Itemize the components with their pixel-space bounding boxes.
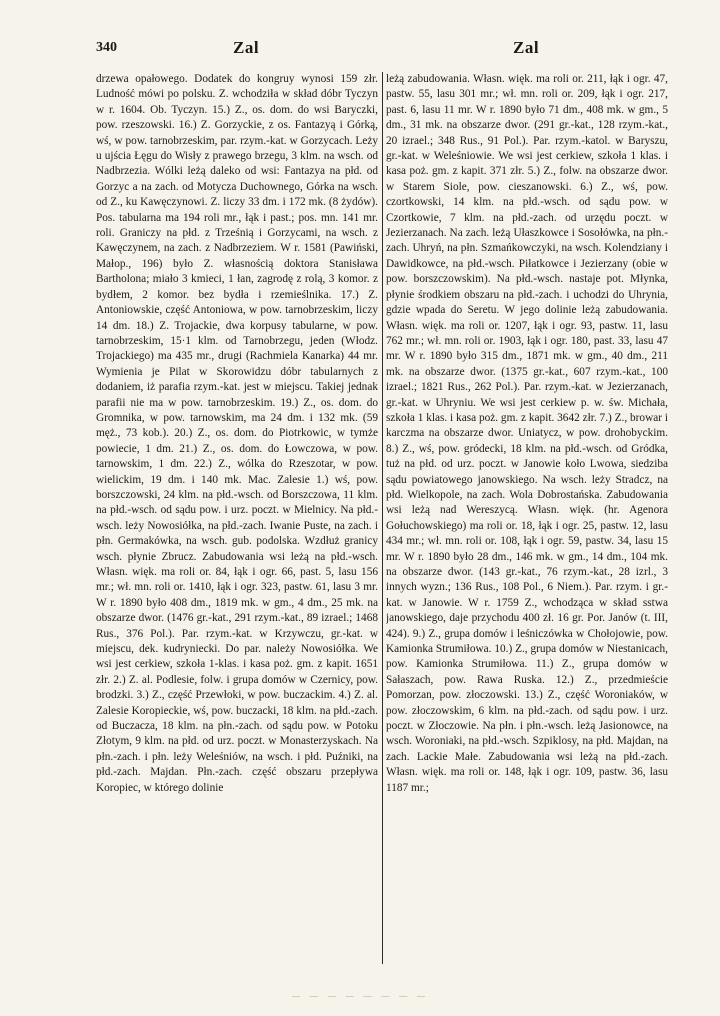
column-divider <box>382 72 383 964</box>
text-columns <box>96 72 668 964</box>
left-column-text: drzewa opałowego. Dodatek do kongruy wynosi 159 złr. Ludność mówi po polsku. Z. wchodziła w skład dóbr Tyczyn w r. 1604. Ob. Tyczyn. 15.) Z., os. dom. do wsi Baryczki, pow. rzeszowski. 16.) Z. Gorzyckie, z os. Fantazyą i Górką, wś, w pow. tarnobrzeskim, par. rzym.-kat. w Gorzycach. Leży u ujścia Łęgu do Wisły z prawego brzegu, 3 klm. na wsch. od Nadbrzezia. Wólki leżą daleko od wsi: Fantazya na płd. od Gorzyc a na zach. od Motycza Duchownego, Górka na wsch. od Z., ku Kawęczynowi. Z. liczy 33 dm. i 172 mk. (8 żydów). Pos. tabularna ma 194 roli mr., łąk i past.; pos. mn. 141 mr. roli. Graniczy na płd. z Trześnią i Gorzycami, na wsch. z Kawęczynem, na zach. z Nadbrzeziem. W r. 1581 (Pawiński, Małop., 196) było Z. własnością doktora Stanisława Bartholona; miało 3 kmieci, 1 łan, zagrodę z rolą, 3 komor. z bydłem, 2 komor. bez bydła i rzemieślnika. 17.) Z. Antoniowskie, część Antoniowa, w pow. tarnobrzeskim, liczy 14 dm. 18.) Z. Trojackie, dwa korpusy tabularne, w pow. tarnobrzeskim, 15·1 klm. od Tarnobrzegu, jeden (Włodz. Trojackiego) ma 435 mr., drugi (Rachmiela Kanarka) 44 mr. Wymienia je Pilat w Skorowidzu dóbr tabularnych z dodaniem, iż parafia rzym.-kat. jest w miejscu. Takiej jednak parafii nie ma w pow. tarnobrzeskim. 19.) Z., os. dom. do Gromnika, w pow. tarnowskim, ma 24 dm. i 132 mk. (59 męż., 73 kob.). 20.) Z., os. dom. do Piotrkowic, w tymże powiecie, 1 dm. 21.) Z., os. dom. do Łowczowa, w pow. tarnowskim, 1 dm. 22.) Z., wólka do Rzeszotar, w pow. wielickim, 19 dm. i 140 mk. Mac. Zalesie 1.) wś, pow. borszczowski, 24 klm. na płd.-wsch. od Borszczowa, 11 klm. na płd.-wsch. od sądu pow. i urz. poczt. w Mielnicy. Na płd.-wsch. leży Nowosiółka, na płd.-zach. Iwanie Puste, na zach. i płn. Germakówka, na wsch. gub. podolska. Wzdłuż granicy wsch. płynie Zbrucz. Zabudowania wsi leżą na płd.-wsch. Własn. więk. ma roli or. 84, łąk i ogr. 66, past. 5, lasu 156 mr.; wł. mn. roli or. 1410, łąk i ogr. 323, pastw. 61, lasu 3 mr. W r. 1890 było 408 dm., 1819 mk. w gm., 4 dm., 25 mk. na obszarze dwor. (1476 gr.-kat., 291 rzym.-kat., 89 izrael.; 1468 Rus., 376 Pol.). Par. rzym.-kat. w Krzywczu, gr.-kat. w miejscu, dek. kudrynieckі. Do par. należy Nowosiółka. We wsi jest cerkiew, szkoła 1-klas. i kasa poż. gm. z kapit. 1651 złr. 2.) Z. al. Podlesie, folw. i grupa domów w Czernicy, pow. brodzki. 3.) Z., część Przewłoki, w pow. buczackim. 4.) Z. al. Zalesie Koropieckie, wś, pow. buczacki, 18 klm. na płd.-zach. od Buczacza, 18 klm. na płn.-zach. od sądu pow. w Potoku Złotym, 9 klm. na płd. od urz. poczt. w Monasterzyskach. Na płn.-zach. i płn. leży Weleśniów, na wsch. i płd. Puźniki, na płd.-zach. Majdan. Płn.-zach. część obszaru przepływa Koropiec, w którego dolinie <box>96 73 378 794</box>
left-column <box>96 72 378 964</box>
running-head-left: Zal <box>233 38 260 57</box>
running-head-right: Zal <box>513 38 540 57</box>
page-footer-marks: — — — — — — — — <box>291 992 429 1002</box>
right-column <box>386 72 668 964</box>
page-number: 340 <box>96 40 117 55</box>
right-column-text: leżą zabudowania. Własn. więk. ma roli or. 211, łąk i ogr. 47, pastw. 55, lasu 301 mr.; wł. mn. roli or. 209, łąk i ogr. 217, past. 6, lasu 11 mr. W r. 1890 było 71 dm., 408 mk. w gm., 5 dm., 31 mk. na obszarze dwor. (291 gr.-kat., 128 rzym.-kat., 20 izrael.; 348 Rus., 91 Pol.). Par. rzym.-katol. w Baryszu, gr.-kat. w Weleśniowie. We wsi jest cerkiew, szkoła 1 klas. i kasa poż. gm. z kapit. 371 złr. 5.) Z., folw. na obszarze dwor. w Starem Siole, pow. cieszanowski. 6.) Z., wś, pow. czortkowski, 14 klm. na płd.-wsch. od sądu pow. w Czortkowie, 7 klm. na płd.-zach. od urzędu poczt. w Jezierzanach. Na zach. leżą Ułaszkowce i Sosołówka, na płn.-zach. Uhryń, na płn. Szmańkowczyki, na wsch. Kolendziany i Dawidkowce, na płd.-wsch. Piłatkowce i Jezierzany (obie w pow. borszczowskim). Na płd.-wsch. nastaje pot. Młynka, płynie środkiem obszaru na płd.-zach. i uchodzi do Uhrynia, gdzie wpada do Seretu. W jego dolinie leżą zabudowania. Własn. więk. ma roli or. 1207, łąk i ogr. 93, pastw. 11, lasu 762 mr.; wł. mn. roli or. 1903, łąk i ogr. 180, past. 33, lasu 47 mr. W r. 1890 było 315 dm., 1871 mk. w gm., 40 dm., 211 mk. na obszarze dwor. (1375 gr.-kat., 607 rzym.-kat., 100 izrael.; 1821 Rus., 262 Pol.). Par. rzym.-kat. w Jezierzanach, gr.-kat. w Uhryniu. We wsi jest cerkiew p. w. św. Michała, szkoła 1 klas. i kasa poż. gm. z kapit. 3642 złr. 7.) Z., browar i karczma na obszarze dwor. Uniatycz, w pow. drohobyckim. 8.) Z., wś, pow. gródecki, 18 klm. na płd.-wsch. od Gródka, tuż na płd. od urz. poczt. w Janowie koło Lwowa, siedziba sądu powiatowego janowskiego. Na wsch. leży Stradcz, na płd. Wielkopole, na zach. Wola Dobrostańska. Zabudowania wsi leżą nad Wereszycą. Własn. więk. (hr. Agenora Gołuchowskiego) ma roli or. 18, łąk i ogr. 25, pastw. 12, lasu 434 mr.; wł. mn. roli or. 108, łąk i ogr. 59, pastw. 34, lasu 15 mr. W r. 1890 było 28 dm., 146 mk. w gm., 14 dm., 104 mk. na obszarze dwor. (143 gr.-kat., 76 rzym.-kat., 28 izrl., 3 innych wyzn.; 136 Rus., 108 Pol., 6 Niem.). Par. rzym. i gr.-kat. w Janowie. W r. 1759 Z., wchodząca w skład sstwa janowskiego, daje przychodu 400 zł. 16 gr. Por. Janów (t. III, 424). 9.) Z., grupa domów i leśniczówka w Chołojowie, pow. Kamionka Strumiłowa. 10.) Z., grupa domów w Niestanicach, pow. Kamionka Strumiłowa. 11.) Z., grupa domów w Sałaszach, pow. Rawa Ruska. 12.) Z., przedmieście Pomorzan, pow. złoczowski. 13.) Z., część Woroniaków, w pow. złoczowskim, 6 klm. na płd.-zach. od sądu pow. i urz. poczt. w Złoczowie. Na płn. i płn.-wsch. leżą Jasionowce, na wsch. Woroniaki, na płd.-wsch. Szpiklosy, na płd. Majdan, na zach. Lackie Małe. Zabudowania wsi leżą na płd.-zach. Własn. więk. ma roli or. 148, łąk i ogr. 109, pastw. 36, lasu 1187 mr.; <box>386 73 668 794</box>
page-header <box>96 40 656 66</box>
